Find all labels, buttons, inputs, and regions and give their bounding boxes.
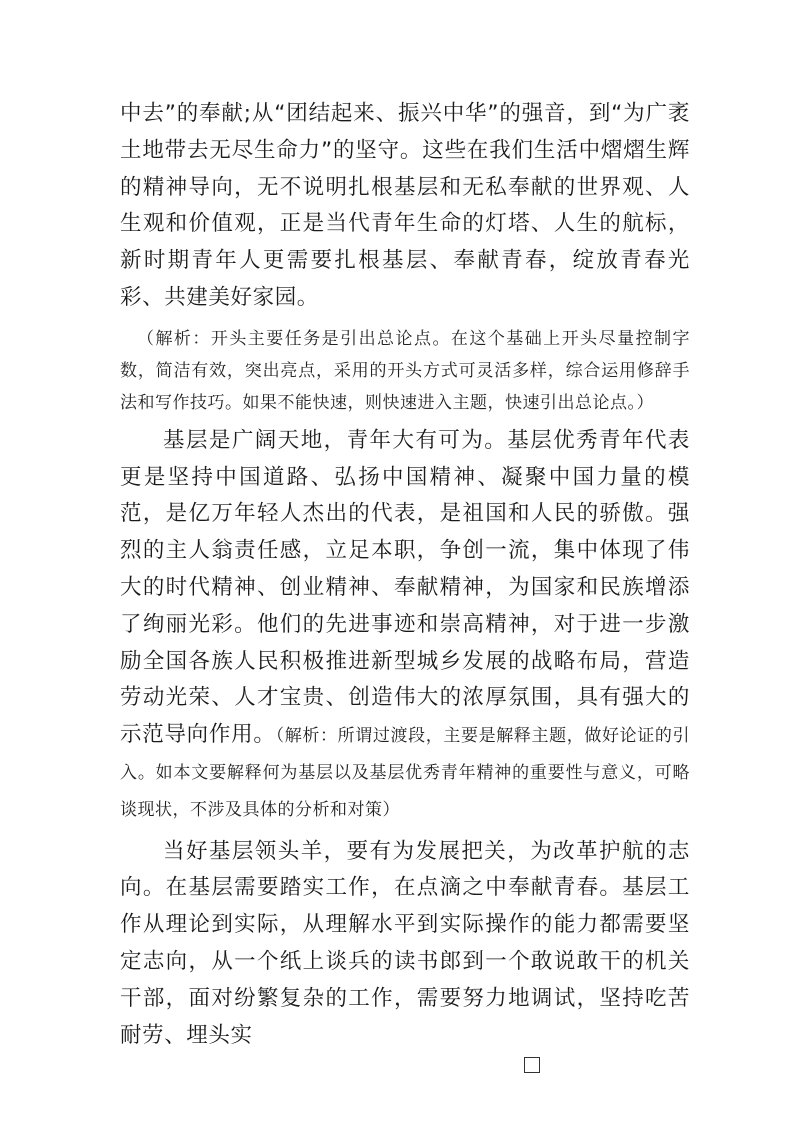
analysis-note-2: （解析：所谓过渡段，主要是解释主题，做好论证的引入。如本文要解释何为基层以及基层优秀青年精神的重要性与意义，可略谈现状，不涉及具体的分析和对策）	[120, 726, 691, 820]
body-paragraph-3: 当好基层领头羊，要有为发展把关，为改革护航的志向。在基层需要踏实工作，在点滴之中奉献青春。基层工作从理论到实际，从理解水平到实际操作的能力都需要坚定志向，从一个纸上谈兵的读书郎到一个敢说敢干的机关干部，面对纷繁复杂的工作，需要努力地调试，坚持吃苦耐劳、埋头实	[120, 838, 690, 1048]
body-paragraph-2	[120, 423, 690, 828]
body-paragraph-1: 中去”的奉献;从“团结起来、振兴中华”的强音，到“为广袤土地带去无尽生命力”的坚守。这些在我们生活中熠熠生辉的精神导向，无不说明扎根基层和无私奉献的世界观、人生观和价值观，正是当代青年生命的灯塔、人生的航标，新时期青年人更需要扎根基层、奉献青春，绽放青春光彩、共建美好家园。	[120, 101, 690, 310]
page-marker-box	[524, 1057, 540, 1073]
body-paragraph-2-text: 基层是广阔天地，青年大有可为。基层优秀青年代表更是坚持中国道路、弘扬中国精神、凝聚中国力量的模范，是亿万年轻人杰出的代表，是祖国和人民的骄傲。强烈的主人翁责任感，立足本职，争创一流，集中体现了伟大的时代精神、创业精神、奉献精神，为国家和民族增添了绚丽光彩。他们的先进事迹和崇高精神，对于进一步激励全国各族人民积极推进新型城乡发展的战略布局，营造劳动光荣、人才宝贵、创造伟大的浓厚氛围，具有强大的示范导向作用。	[120, 427, 690, 748]
analysis-note-1: （解析：开头主要任务是引出总论点。在这个基础上开头尽量控制字数，简洁有效，突出亮点，采用的开头方式可灵活多样，综合运用修辞手法和写作技巧。如果不能快速，则快速进入主题，快速引出总论点。）	[120, 328, 690, 413]
document-page	[120, 96, 690, 1054]
